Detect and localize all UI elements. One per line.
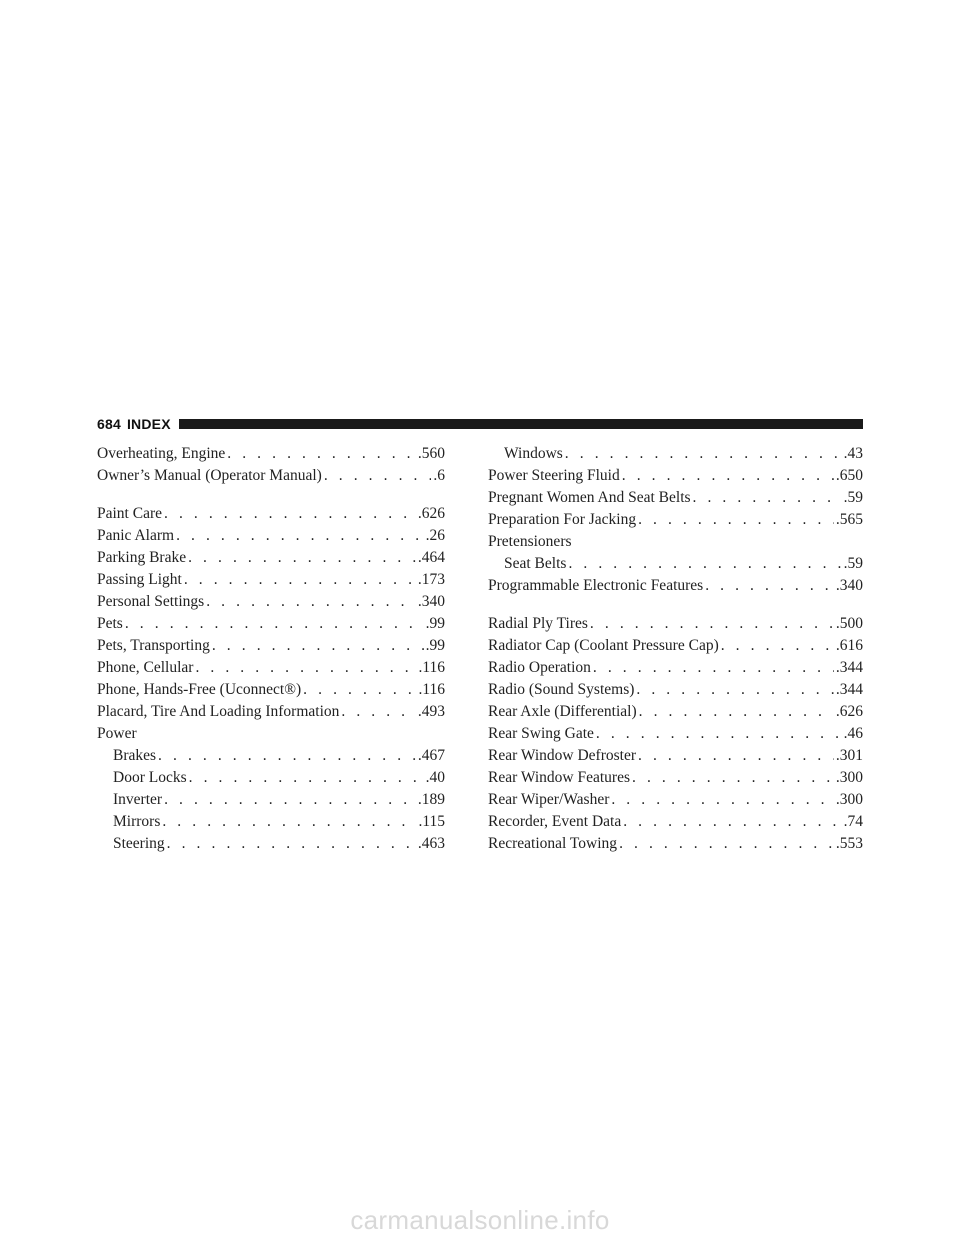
entry-label: Phone, Cellular: [97, 659, 194, 676]
section-gap: [97, 487, 445, 503]
entry-label: Parking Brake: [97, 549, 187, 566]
dot-leader: [638, 509, 834, 531]
dot-leader: [227, 443, 416, 465]
index-subentry: [97, 767, 445, 789]
entry-page-number: .26: [425, 527, 445, 544]
entry-page-number: .626: [835, 703, 863, 720]
index-entry: [97, 657, 445, 679]
entry-page-number: .46: [843, 725, 863, 742]
entry-label: Rear Wiper/Washer: [488, 791, 610, 808]
entry-label: Pets: [97, 615, 123, 632]
entry-label: Door Locks: [113, 769, 187, 786]
dot-leader: [593, 657, 834, 679]
entry-label: Placard, Tire And Loading Information: [97, 703, 340, 720]
index-entry: [97, 547, 445, 569]
entry-page-number: .59: [843, 555, 863, 572]
index-entry: [97, 569, 445, 591]
entry-page-number: .626: [417, 505, 445, 522]
index-entry: [488, 811, 863, 833]
dot-leader: [206, 591, 416, 613]
entry-label: Rear Swing Gate: [488, 725, 594, 742]
entry-label: Owner’s Manual (Operator Manual): [97, 467, 322, 484]
index-entry: [488, 789, 863, 811]
dot-leader: [565, 443, 842, 465]
dot-leader: [324, 465, 432, 487]
entry-label: Power Steering Fluid: [488, 467, 620, 484]
entry-page-number: .464: [417, 549, 445, 566]
dot-leader: [636, 679, 833, 701]
index-subentry: [488, 553, 863, 575]
entry-label: Radiator Cap (Coolant Pressure Cap): [488, 637, 719, 654]
entry-page-number: .463: [417, 835, 445, 852]
dot-leader: [164, 503, 416, 525]
entry-label: Radio (Sound Systems): [488, 681, 635, 698]
dot-leader: [167, 833, 416, 855]
entry-page-number: .493: [417, 703, 445, 720]
entry-page-number: .74: [843, 813, 863, 830]
index-subentry: [97, 789, 445, 811]
entry-label: Brakes: [113, 747, 157, 764]
dot-leader: [693, 487, 842, 509]
entry-label: Paint Care: [97, 505, 162, 522]
entry-page-number: .560: [417, 445, 445, 462]
index-entry: [97, 635, 445, 657]
dot-leader: [176, 525, 424, 547]
dot-leader: [611, 789, 834, 811]
dot-leader: [632, 767, 834, 789]
index-column-left: [97, 443, 445, 855]
entry-label: Recorder, Event Data: [488, 813, 622, 830]
index-entry: [488, 767, 863, 789]
entry-label: Overheating, Engine: [97, 445, 226, 462]
index-entry: [488, 575, 863, 597]
section-gap: [488, 597, 863, 613]
dot-leader: [622, 465, 834, 487]
index-entry: [488, 487, 863, 509]
dot-leader: [639, 701, 834, 723]
dot-leader: [188, 547, 416, 569]
dot-leader: [619, 833, 834, 855]
entry-page-number: .340: [417, 593, 445, 610]
entry-label: Pregnant Women And Seat Belts: [488, 489, 691, 506]
index-heading: Power: [97, 725, 137, 742]
dot-leader: [164, 789, 416, 811]
index-entry: [488, 679, 863, 701]
index-heading: Pretensioners: [488, 533, 572, 550]
dot-leader: [158, 745, 416, 767]
dot-leader: [596, 723, 842, 745]
index-entry: [97, 465, 445, 487]
entry-label: Rear Axle (Differential): [488, 703, 637, 720]
entry-label: Radial Ply Tires: [488, 615, 588, 632]
section-title: INDEX: [126, 416, 171, 432]
dot-leader: [623, 811, 841, 833]
entry-page-number: .553: [835, 835, 863, 852]
index-entry: [97, 591, 445, 613]
index-entry: [488, 723, 863, 745]
entry-label: Panic Alarm: [97, 527, 175, 544]
entry-page-number: .565: [835, 511, 863, 528]
dot-leader: [189, 767, 424, 789]
entry-page-number: .300: [835, 769, 863, 786]
index-entry: [97, 679, 445, 701]
dot-leader: [184, 569, 416, 591]
entry-page-number: .99: [425, 615, 445, 632]
entry-page-number: .344: [835, 659, 863, 676]
entry-label: Seat Belts: [504, 555, 567, 572]
index-entry: [97, 503, 445, 525]
entry-label: Preparation For Jacking: [488, 511, 637, 528]
entry-label: Radio Operation: [488, 659, 591, 676]
index-subentry: [97, 811, 445, 833]
index-entry: [97, 525, 445, 547]
entry-page-number: .40: [425, 769, 445, 786]
dot-leader: [303, 679, 416, 701]
dot-leader: [721, 635, 834, 657]
index-entry: [488, 833, 863, 855]
header-label: [97, 416, 171, 432]
index-subentry: [97, 745, 445, 767]
entry-label: Inverter: [113, 791, 163, 808]
entry-label: Personal Settings: [97, 593, 205, 610]
index-entry: [97, 443, 445, 465]
entry-page-number: .116: [418, 681, 445, 698]
index-entry: [488, 701, 863, 723]
entry-page-number: .467: [417, 747, 445, 764]
dot-leader: [568, 553, 841, 575]
dot-leader: [341, 701, 416, 723]
page-header: [97, 415, 863, 433]
dot-leader: [590, 613, 834, 635]
entry-page-number: .500: [835, 615, 863, 632]
entry-label: Windows: [504, 445, 563, 462]
entry-label: Rear Window Features: [488, 769, 630, 786]
index-entry: [488, 657, 863, 679]
entry-page-number: .173: [417, 571, 445, 588]
entry-page-number: .189: [417, 791, 445, 808]
index-column-right: [488, 443, 863, 855]
header-rule: [179, 419, 863, 429]
entry-label: Programmable Electronic Features: [488, 577, 704, 594]
dot-leader: [638, 745, 834, 767]
entry-page-number: .344: [835, 681, 863, 698]
entry-page-number: .99: [425, 637, 445, 654]
entry-label: Phone, Hands-Free (Uconnect®): [97, 681, 302, 698]
watermark: carmanualsonline.info: [350, 1205, 610, 1235]
index-subentry: [488, 443, 863, 465]
entry-page-number: .6: [433, 467, 445, 484]
dot-leader: [162, 811, 416, 833]
entry-label: Steering: [113, 835, 165, 852]
entry-label: Pets, Transporting: [97, 637, 210, 654]
entry-label: Passing Light: [97, 571, 182, 588]
entry-page-number: .43: [843, 445, 863, 462]
entry-label: Recreational Towing: [488, 835, 618, 852]
index-entry: [488, 745, 863, 767]
entry-page-number: .115: [418, 813, 445, 830]
entry-page-number: .116: [418, 659, 445, 676]
dot-leader: [212, 635, 424, 657]
entry-label: Rear Window Defroster: [488, 747, 637, 764]
index-entry: [97, 613, 445, 635]
index-subentry: [97, 833, 445, 855]
index-entry: [488, 509, 863, 531]
dot-leader: [705, 575, 834, 597]
index-entry: [97, 701, 445, 723]
entry-page-number: .300: [835, 791, 863, 808]
entry-page-number: .616: [835, 637, 863, 654]
page-number: 684: [97, 416, 121, 432]
dot-leader: [125, 613, 424, 635]
entry-label: Mirrors: [113, 813, 161, 830]
entry-page-number: .59: [843, 489, 863, 506]
dot-leader: [195, 657, 416, 679]
index-entry: [488, 613, 863, 635]
entry-page-number: .650: [835, 467, 863, 484]
index-entry: [488, 465, 863, 487]
index-entry: [488, 635, 863, 657]
entry-page-number: .301: [835, 747, 863, 764]
entry-page-number: .340: [835, 577, 863, 594]
